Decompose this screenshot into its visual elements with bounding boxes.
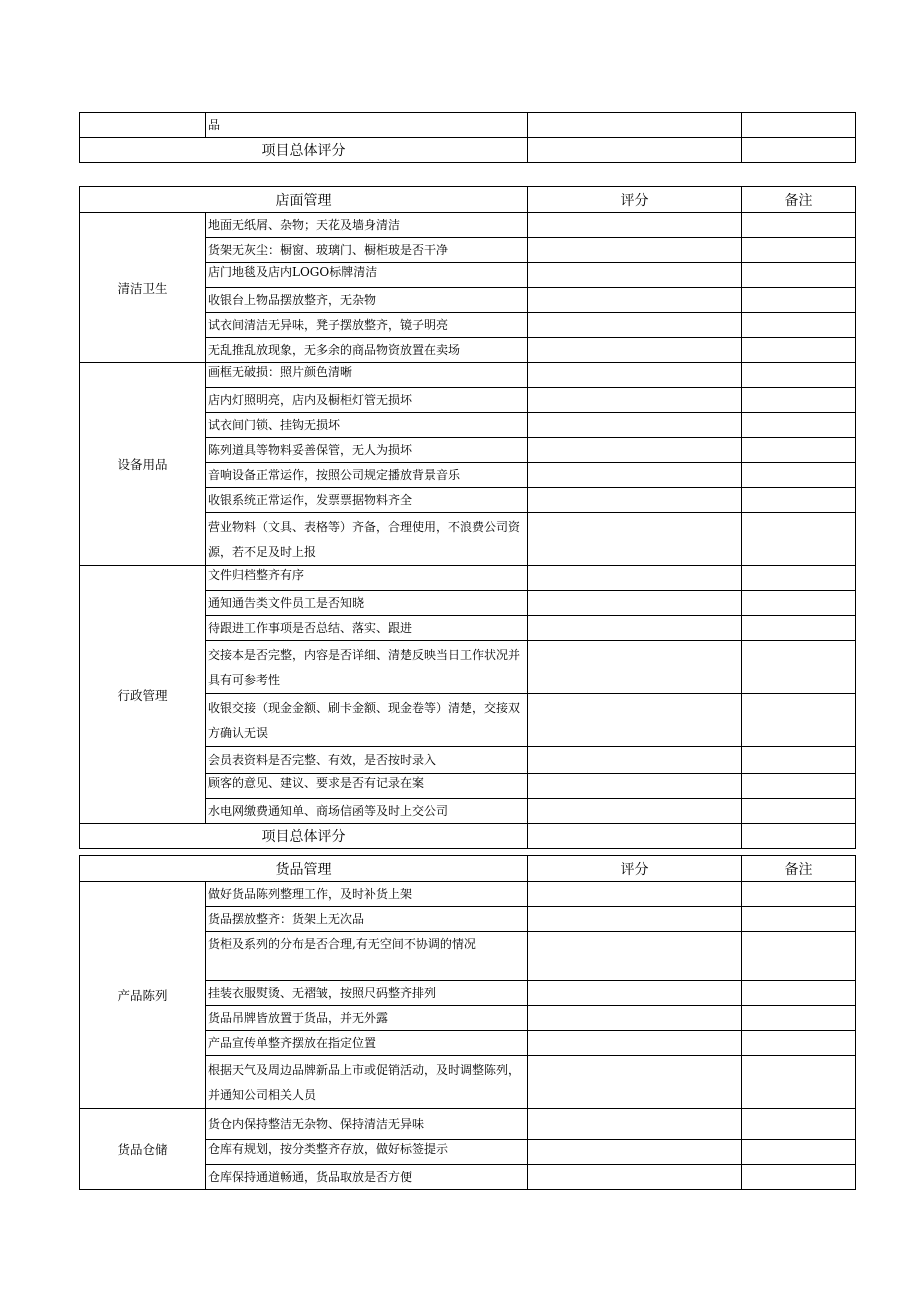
- remark-cell[interactable]: [742, 363, 856, 388]
- score-cell[interactable]: [528, 774, 742, 799]
- score-cell[interactable]: [528, 288, 742, 313]
- item-text: 营业物料（文具、表格等）齐备，合理使用，不浪费公司资源，若不足及时上报: [206, 513, 528, 566]
- remark-cell[interactable]: [742, 591, 856, 616]
- score-cell[interactable]: [528, 463, 742, 488]
- remark-cell[interactable]: [742, 1006, 856, 1031]
- item-text: 试衣间清洁无异味，凳子摆放整齐，镜子明亮: [206, 313, 528, 338]
- score-cell[interactable]: [528, 1140, 742, 1165]
- score-cell[interactable]: [528, 1165, 742, 1190]
- item-text: 无乱推乱放现象，无多余的商品物资放置在卖场: [206, 338, 528, 363]
- goods-header-title: 货品管理: [80, 856, 528, 882]
- score-cell[interactable]: [528, 616, 742, 641]
- item-text: 店内灯照明亮，店内及橱柜灯管无损坏: [206, 388, 528, 413]
- item-text: 收银台上物品摆放整齐，无杂物: [206, 288, 528, 313]
- top-block-table: [79, 112, 856, 163]
- score-cell[interactable]: [528, 694, 742, 747]
- remark-cell[interactable]: [742, 747, 856, 774]
- item-text: 根据天气及周边品牌新品上市或促销活动，及时调整陈列，并通知公司相关人员: [206, 1056, 528, 1109]
- score-header: 评分: [528, 856, 742, 882]
- remark-cell[interactable]: [742, 616, 856, 641]
- remark-cell[interactable]: [742, 513, 856, 566]
- score-cell[interactable]: [528, 641, 742, 694]
- remark-cell[interactable]: [742, 338, 856, 363]
- remark-cell[interactable]: [742, 566, 856, 591]
- item-text: 货柜及系列的分布是否合理,有无空间不协调的情况: [206, 932, 528, 981]
- item-text: 顾客的意见、建议、要求是否有记录在案: [206, 774, 528, 799]
- category-equipment: 设备用品: [80, 363, 206, 566]
- category-cell: [80, 113, 206, 138]
- item-text: 画框无破损：照片颜色清晰: [206, 363, 528, 388]
- item-text: 货品摆放整齐：货架上无次品: [206, 907, 528, 932]
- category-admin: 行政管理: [80, 566, 206, 824]
- remark-cell[interactable]: [742, 288, 856, 313]
- score-cell[interactable]: [528, 566, 742, 591]
- remark-cell[interactable]: [742, 1056, 856, 1109]
- item-text: 水电网缴费通知单、商场信函等及时上交公司: [206, 799, 528, 824]
- item-text: 陈列道具等物料妥善保管，无人为损坏: [206, 438, 528, 463]
- category-display: 产品陈列: [80, 882, 206, 1109]
- score-cell[interactable]: [528, 213, 742, 238]
- category-storage: 货品仓储: [80, 1109, 206, 1190]
- remark-cell[interactable]: [742, 463, 856, 488]
- item-text: 仓库有规划，按分类整齐存放，做好标签提示: [206, 1140, 528, 1165]
- item-text: 货架无灰尘：橱窗、玻璃门、橱柜玻是否干净: [206, 238, 528, 263]
- total-score-label: 项目总体评分: [80, 824, 528, 849]
- store-management-table: [79, 186, 856, 849]
- score-cell[interactable]: [528, 113, 742, 138]
- item-text: 地面无纸屑、杂物；天花及墙身清洁: [206, 213, 528, 238]
- remark-cell[interactable]: [742, 413, 856, 438]
- item-text: 通知通告类文件员工是否知晓: [206, 591, 528, 616]
- total-score-cell[interactable]: [528, 138, 742, 163]
- score-cell[interactable]: [528, 882, 742, 907]
- remark-header: 备注: [742, 856, 856, 882]
- item-text: 试衣间门锁、挂钩无损坏: [206, 413, 528, 438]
- remark-cell[interactable]: [742, 263, 856, 288]
- score-cell[interactable]: [528, 488, 742, 513]
- item-text: 做好货品陈列整理工作，及时补货上架: [206, 882, 528, 907]
- score-cell[interactable]: [528, 238, 742, 263]
- score-cell[interactable]: [528, 1031, 742, 1056]
- store-header-title: 店面管理: [80, 187, 528, 213]
- category-cleaning: 清洁卫生: [80, 213, 206, 363]
- total-remark-cell[interactable]: [742, 138, 856, 163]
- score-cell[interactable]: [528, 313, 742, 338]
- score-cell[interactable]: [528, 907, 742, 932]
- remark-cell[interactable]: [742, 113, 856, 138]
- remark-cell[interactable]: [742, 981, 856, 1006]
- remark-cell[interactable]: [742, 641, 856, 694]
- score-cell[interactable]: [528, 591, 742, 616]
- item-text: 收银系统正常运作，发票票据物料齐全: [206, 488, 528, 513]
- score-cell[interactable]: [528, 1006, 742, 1031]
- item-text: 文件归档整齐有序: [206, 566, 528, 591]
- remark-header: 备注: [742, 187, 856, 213]
- score-cell[interactable]: [528, 981, 742, 1006]
- remark-cell[interactable]: [742, 213, 856, 238]
- remark-cell[interactable]: [742, 882, 856, 907]
- score-cell[interactable]: [528, 1109, 742, 1140]
- item-text: 音响设备正常运作，按照公司规定播放背景音乐: [206, 463, 528, 488]
- score-header: 评分: [528, 187, 742, 213]
- total-remark-cell[interactable]: [742, 824, 856, 849]
- remark-cell[interactable]: [742, 1031, 856, 1056]
- remark-cell[interactable]: [742, 1109, 856, 1140]
- item-text: 货仓内保持整洁无杂物、保持清洁无异味: [206, 1109, 528, 1140]
- remark-cell[interactable]: [742, 438, 856, 463]
- item-text: 挂装衣服熨烫、无褶皱，按照尺码整齐排列: [206, 981, 528, 1006]
- item-text: 品: [206, 113, 528, 138]
- remark-cell[interactable]: [742, 932, 856, 981]
- score-cell[interactable]: [528, 799, 742, 824]
- remark-cell[interactable]: [742, 907, 856, 932]
- item-text: 交接本是否完整，内容是否详细、清楚反映当日工作状况并具有可参考性: [206, 641, 528, 694]
- item-text: 仓库保持通道畅通，货品取放是否方便: [206, 1165, 528, 1190]
- total-score-label: 项目总体评分: [80, 138, 528, 163]
- item-text: 待跟进工作事项是否总结、落实、跟进: [206, 616, 528, 641]
- score-cell[interactable]: [528, 388, 742, 413]
- item-text: 收银交接（现金金额、刷卡金额、现金卷等）清楚，交接双方确认无误: [206, 694, 528, 747]
- item-text: 货品吊牌皆放置于货品，并无外露: [206, 1006, 528, 1031]
- remark-cell[interactable]: [742, 238, 856, 263]
- remark-cell[interactable]: [742, 488, 856, 513]
- score-cell[interactable]: [528, 363, 742, 388]
- goods-management-table: [79, 855, 856, 1190]
- item-text: 会员表资料是否完整、有效，是否按时录入: [206, 747, 528, 774]
- remark-cell[interactable]: [742, 799, 856, 824]
- score-cell[interactable]: [528, 932, 742, 981]
- remark-cell[interactable]: [742, 1140, 856, 1165]
- score-cell[interactable]: [528, 513, 742, 566]
- remark-cell[interactable]: [742, 1165, 856, 1190]
- score-cell[interactable]: [528, 413, 742, 438]
- remark-cell[interactable]: [742, 694, 856, 747]
- score-cell[interactable]: [528, 747, 742, 774]
- item-text: 店门地毯及店内LOGO标牌清洁: [206, 263, 528, 288]
- total-score-cell[interactable]: [528, 824, 742, 849]
- remark-cell[interactable]: [742, 388, 856, 413]
- score-cell[interactable]: [528, 263, 742, 288]
- score-cell[interactable]: [528, 1056, 742, 1109]
- score-cell[interactable]: [528, 338, 742, 363]
- item-text: 产品宣传单整齐摆放在指定位置: [206, 1031, 528, 1056]
- remark-cell[interactable]: [742, 774, 856, 799]
- remark-cell[interactable]: [742, 313, 856, 338]
- score-cell[interactable]: [528, 438, 742, 463]
